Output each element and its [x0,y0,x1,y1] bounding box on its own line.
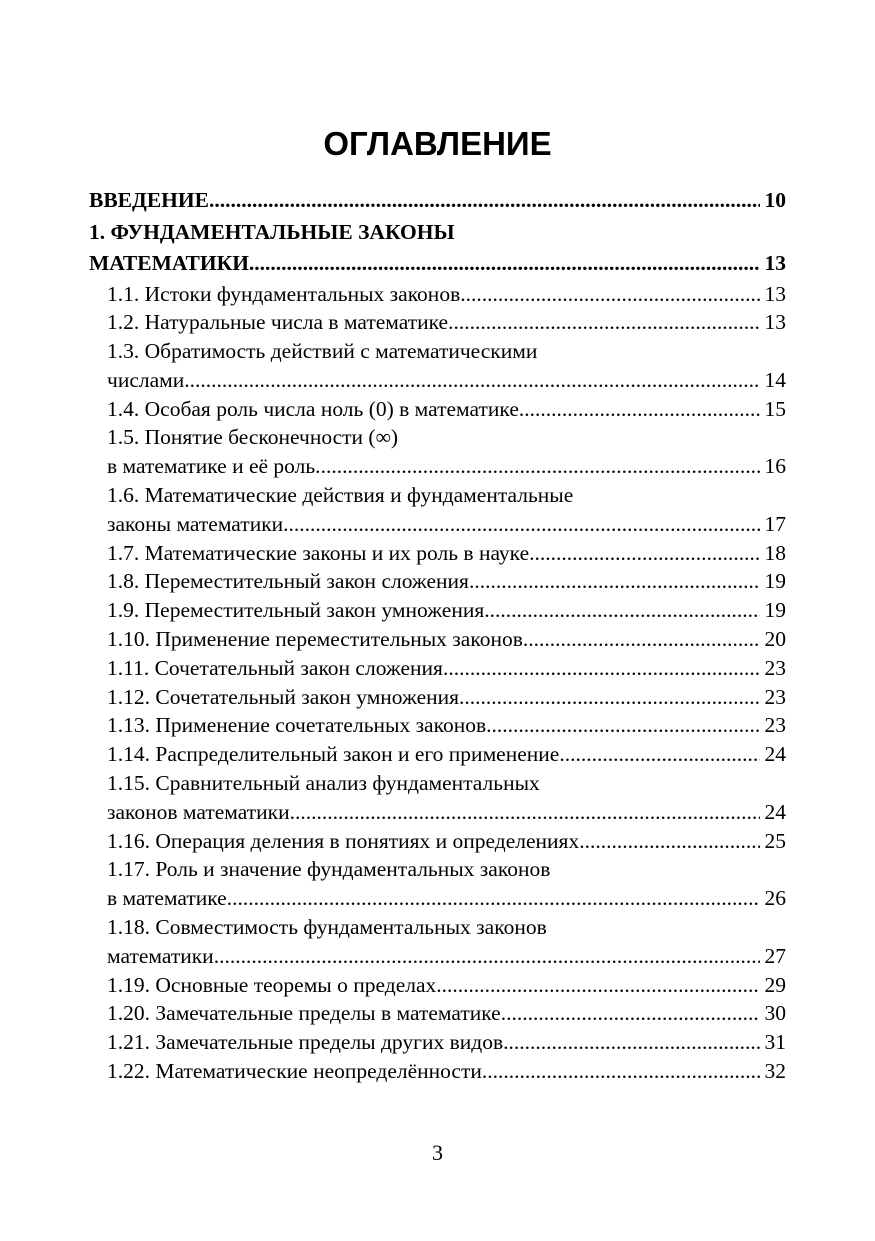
toc-entry[interactable] [89,769,786,798]
toc-entry-title-cont: числами [107,367,185,392]
dot-leader [484,596,760,625]
toc-entry[interactable] [89,567,786,596]
toc-entry-title: 1. ФУНДАМЕНТАЛЬНЫЕ ЗАКОНЫ [89,219,455,244]
dot-leader [448,308,760,337]
toc-entry[interactable] [89,711,786,740]
toc-entry[interactable] [89,481,786,510]
toc-entry-continuation[interactable] [89,942,786,971]
toc-entry[interactable] [89,1028,786,1057]
dot-leader [529,539,760,568]
toc-page-number: 18 [764,540,786,565]
toc-entry[interactable] [89,913,786,942]
toc-page-number: 19 [764,598,786,623]
toc-entry[interactable] [89,654,786,683]
dot-leader [459,683,760,712]
toc-entry-title-cont: законы математики [107,511,284,536]
toc-entry-title: 1.4. Особая роль числа ноль (0) в математике [107,396,519,421]
toc-entry[interactable] [89,308,786,337]
dot-leader [184,366,760,395]
toc-entry-title: ВВЕДЕНИЕ [89,188,209,212]
dot-leader [486,711,760,740]
page-number: 3 [432,1140,443,1165]
dot-leader [283,510,760,539]
dot-leader [482,1057,760,1086]
toc-page-number: 30 [764,1001,786,1026]
toc-entry[interactable] [89,625,786,654]
dot-leader [501,999,760,1028]
toc-entry[interactable] [89,683,786,712]
dot-leader [290,798,760,827]
toc-entry[interactable] [89,740,786,769]
toc-entry-title-cont: в математике и её роль. [107,454,321,479]
toc-entry-title: 1.1. Истоки фундаментальных законов [107,281,461,306]
toc-entry-continuation[interactable] [89,248,786,280]
toc-page-number: 14 [764,367,786,392]
toc-entry[interactable] [89,337,786,366]
toc-entry-title: 1.8. Переместительный закон сложения [107,569,469,594]
toc-page-number: 20 [764,627,786,652]
toc-entry[interactable] [89,971,786,1000]
toc-entry[interactable] [89,217,786,249]
toc-page-number: 19 [764,569,786,594]
toc-entry-title: 1.7. Математические законы и их роль в науке [107,540,530,565]
toc-entry-title: 1.12. Сочетательный закон умножения [107,684,460,709]
toc-entry-title: 1.6. Математические действия и фундаментальные [107,483,574,508]
toc-entry[interactable] [89,999,786,1028]
toc-entry-title: 1.11. Сочетательный закон сложения [107,655,443,680]
toc-entry-title: 1.17. Роль и значение фундаментальных законов [107,857,551,882]
toc-entry[interactable] [89,1057,786,1086]
toc-entry[interactable] [89,539,786,568]
toc-entry-title-cont: законов математики [107,799,290,824]
toc-entry-title: 1.22. Математические неопределённости [107,1059,482,1084]
toc-entry-title: 1.18. Совместимость фундаментальных законов [107,915,547,940]
toc-page-number: 26 [764,886,786,911]
dot-leader [559,740,760,769]
toc-page-number: 13 [764,281,786,306]
toc-page-number: 13 [764,251,786,275]
dot-leader [227,884,760,913]
toc-entry-title-cont: в математике [107,886,227,911]
toc-entry-continuation[interactable] [89,366,786,395]
table-of-contents [89,185,786,1086]
dot-leader [523,625,760,654]
toc-page-number: 24 [764,799,786,824]
toc-page-number: 31 [764,1030,786,1055]
toc-entry[interactable] [89,185,786,217]
toc-page-number: 23 [764,655,786,680]
toc-page-number: 23 [764,713,786,738]
dot-leader [249,248,760,280]
toc-entry[interactable] [89,423,786,452]
toc-entry-title: 1.20. Замечательные пределы в математике [107,1001,501,1026]
dot-leader [519,395,760,424]
toc-entry-title: 1.2. Натуральные числа в математике [107,310,449,335]
toc-page-number: 15 [764,396,786,421]
toc-entry-continuation[interactable] [89,884,786,913]
toc-page-number: 32 [764,1059,786,1084]
toc-entry[interactable] [89,280,786,309]
dot-leader [214,942,760,971]
dot-leader [579,827,760,856]
toc-entry[interactable] [89,827,786,856]
toc-entry-continuation[interactable] [89,798,786,827]
toc-page-number: 29 [764,972,786,997]
toc-entry[interactable] [89,395,786,424]
dot-leader [209,185,760,217]
toc-entry-title: 1.13. Применение сочетательных законов [107,713,487,738]
toc-entry-continuation[interactable] [89,510,786,539]
toc-entry-title-cont: МАТЕМАТИКИ [89,251,249,275]
toc-entry-title: 1.5. Понятие бесконечности (∞) [107,425,399,450]
toc-page-number: 13 [764,310,786,335]
toc-page-number: 23 [764,684,786,709]
toc-entry[interactable] [89,596,786,625]
dot-leader [460,280,760,309]
toc-entry-title: 1.19. Основные теоремы о пределах [107,972,437,997]
toc-entry-title: 1.21. Замечательные пределы других видов [107,1030,504,1055]
dot-leader [443,654,760,683]
toc-page-number: 10 [764,188,786,212]
toc-page-number: 27 [764,943,786,968]
toc-page-number: 17 [764,511,786,536]
toc-entry-title: 1.15. Сравнительный анализ фундаментальных [107,771,540,796]
dot-leader [321,452,760,481]
toc-page-number: 25 [764,828,786,853]
dot-leader [503,1028,760,1057]
toc-entry-continuation[interactable] [89,452,786,481]
page-title: ОГЛАВЛЕНИЕ [323,125,552,162]
dot-leader [436,971,760,1000]
toc-entry[interactable] [89,855,786,884]
toc-entry-title: 1.10. Применение переместительных законов [107,627,523,652]
toc-entry-title: 1.3. Обратимость действий с математическими [107,339,538,364]
toc-entry-title: 1.16. Операция деления в понятиях и определениях [107,828,580,853]
toc-entry-title: 1.9. Переместительный закон умножения [107,598,485,623]
toc-entry-title: 1.14. Распределительный закон и его применение [107,742,560,767]
dot-leader [469,567,760,596]
toc-page-number: 24 [764,742,786,767]
toc-page-number: 16 [764,454,786,479]
toc-entry-title-cont: математики [107,943,214,968]
